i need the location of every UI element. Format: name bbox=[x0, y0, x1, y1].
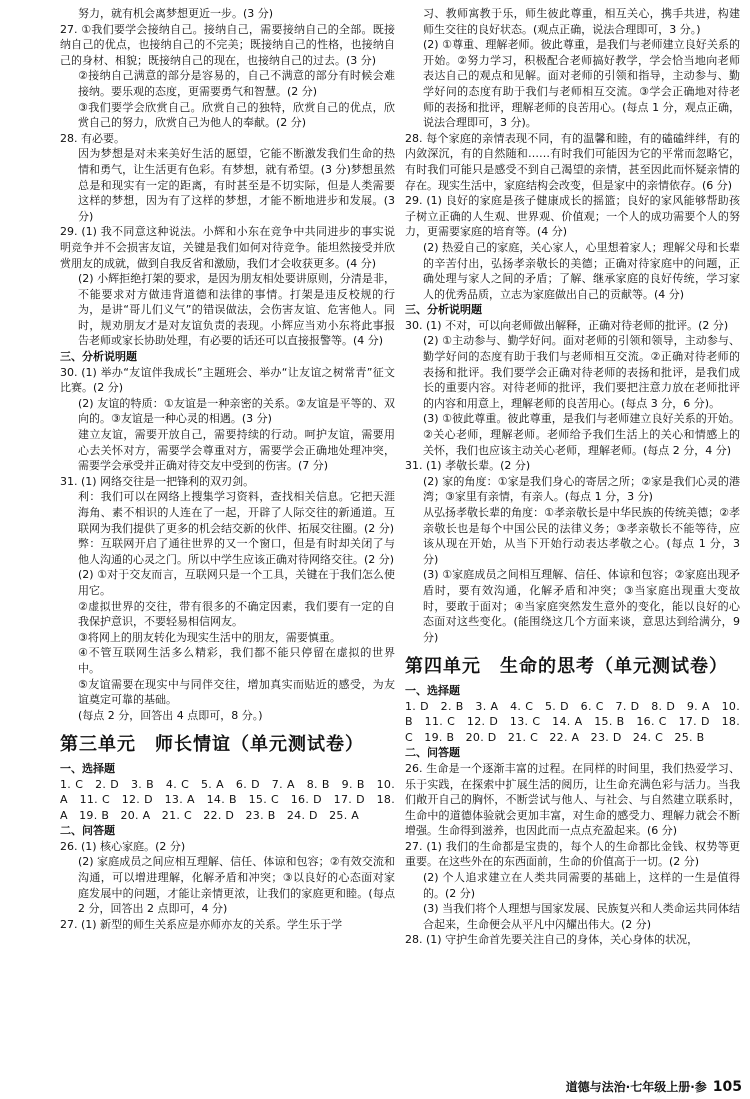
answer-paragraph: 从弘扬孝敬长辈的角度：①孝亲敬长是中华民族的传统美德；②孝亲敬长也是每个中国公民的法律义务；③孝亲敬长不能等待，应该从现在开始，从当下开始行动表达孝敬之心。(每点 1 分，3 分) bbox=[423, 506, 740, 566]
answer-paragraph: (2) 友谊的特质：①友谊是一种亲密的关系。②友谊是平等的、双向的。③友谊是一种心灵的相遇。(3 分) bbox=[78, 396, 395, 426]
unit3-title: 第三单元 师长情谊（单元测试卷） bbox=[60, 734, 364, 756]
answer-paragraph: 习、教师寓教于乐，师生彼此尊重，相互关心，携手共进，构建师生交往的良好状态。(观点正确，说法合理即可，3 分。) bbox=[423, 7, 740, 36]
answer-paragraph: 29. (1) 我不同意这种说法。小辉和小东在竞争中共同进步的事实说明竞争并不会损害友谊，关键是我们如何对待竞争。能坦然接受并欣赏朋友的成就，做到自我反省和激励，我们才会收获更多。(4 分) bbox=[60, 225, 395, 270]
answer-paragraph: (3) 当我们将个人理想与国家发展、民族复兴和人类命运共同体结合起来，生命便会从平凡中闪耀出伟大。(2 分) bbox=[423, 902, 740, 931]
answer-paragraph: 27. (1) 我们的生命都是宝贵的，每个人的生命都比金钱、权势等更重要。在这些外在的东西面前，生命的价值高于一切。(2 分) bbox=[405, 839, 740, 869]
answer-paragraph: 28. (1) 守护生命首先要关注自己的身体，关心身体的状况， bbox=[405, 933, 699, 947]
unit4-paragraphs bbox=[405, 683, 740, 948]
unit4-title: 第四单元 生命的思考（单元测试卷） bbox=[405, 656, 728, 678]
section-heading: 二、问答题 bbox=[405, 746, 460, 760]
answer-paragraph: (2) 小辉拒绝打架的要求，是因为朋友相处要讲原则，分清是非，不能要求对方做违背道德和法律的事情。打架是违反校规的行为，是讲“哥儿们义气”的错误做法，会伤害友谊、危害他人。同时，规劝朋友才是对友谊负责的表现。小辉应当劝小东将此事报告老师或家长协助处理，有必要的话还可以直接报警等。(4 分) bbox=[78, 272, 395, 348]
answer-paragraph: 利：我们可以在网络上搜集学习资料，查找相关信息。它把天涯海角、素不相识的人连在了一起，开辟了人际交往的新通道。互联网为我们提供了更多的机会结交新的伙伴、拓展交往圈。(2 分) bbox=[78, 490, 395, 535]
answer-paragraph: 因为梦想是对未来美好生活的愿望，它能不断激发我们生命的热情和勇气，让生活更有色彩。有梦想，就有希望。(3 分)梦想虽然总是和现实有一定的距离，有时甚至是不切实际，但是人类需要这样的梦想，因为有了这样的梦想，才能不断地进步和发展。(3 分) bbox=[78, 147, 395, 223]
answer-paragraph: ③将网上的朋友转化为现实生活中的朋友，需要慎重。 bbox=[78, 630, 341, 644]
page-number: 105 bbox=[712, 1078, 742, 1095]
answer-paragraph: ②接纳自己满意的部分是容易的，自己不满意的部分有时候会难接纳。要乐观的态度，更需要勇气和智慧。(2 分) bbox=[78, 69, 395, 98]
answer-paragraph: (3) ①彼此尊重。彼此尊重，是我们与老师建立良好关系的开始。②关心老师，理解老师。老师给予我们生活上的关心和情感上的关怀，我们也应该主动关心老师，理解老师。(每点 2 分，4 分) bbox=[423, 412, 740, 457]
answer-paragraph: 31. (1) 网络交往是一把锋利的双刃剑。 bbox=[60, 474, 255, 488]
answer-paragraph: (2) 热爱自己的家庭，关心家人，心里想着家人；理解父母和长辈的辛苦付出，弘扬孝亲敬长的美德；正确对待家庭中的问题，正确处理与家人之间的矛盾；了解、继承家庭的良好传统，学习家人的优秀品质，立志为家庭做出自己的贡献等。(4 分) bbox=[423, 240, 740, 301]
page-footer bbox=[566, 1078, 742, 1095]
two-column-body bbox=[60, 6, 742, 948]
section-heading: 三、分析说明题 bbox=[405, 303, 482, 317]
answer-paragraph: ③我们要学会欣赏自己。欣赏自己的独特，欣赏自己的优点，欣赏自己的努力，欣赏自己为他人的奉献。(2 分) bbox=[78, 100, 395, 130]
answer-paragraph: 26. (1) 核心家庭。(2 分) bbox=[60, 839, 186, 853]
answer-paragraph: 30. (1) 不对，可以向老师做出解释，正确对待老师的批评。(2 分) bbox=[405, 318, 729, 332]
answer-paragraph: 27. (1) 新型的师生关系应是亦师亦友的关系。学生乐于学 bbox=[60, 917, 343, 931]
answer-paragraph: 29. (1) 良好的家庭是孩子健康成长的摇篮；良好的家风能够帮助孩子树立正确的人生观、世界观、价值观；一个人的成功需要个人的努力，更需要家庭的培育等。(4 分) bbox=[405, 194, 740, 239]
right-column bbox=[405, 6, 740, 948]
section-heading: 三、分析说明题 bbox=[60, 350, 137, 364]
answer-paragraph: (2) ①对于交友而言，互联网只是一个工具，关键在于我们怎么使用它。 bbox=[78, 568, 395, 597]
answer-paragraph: 1. C 2. D 3. B 4. C 5. A 6. D 7. A 8. B 9. B 10. A 11. C 12. D 13. A 14. B 15. C 16. D 17. D 18. A 19. B 20. A 21. C 22. D 23. B 24. D 25. A bbox=[60, 777, 395, 822]
answer-paragraph: 1. D 2. B 3. A 4. C 5. D 6. C 7. D 8. D 9. A 10. B 11. C 12. D 13. C 14. A 15. B 16. C 17. D 18. C 19. B 20. D 21. C 22. A 23. D 24. C 25. B bbox=[405, 699, 740, 744]
left-column bbox=[60, 6, 395, 948]
answer-paragraph: 弊：互联网开启了通往世界的又一个窗口，但是有时却关闭了与他人沟通的心灵之门。所以中学生应该正确对待网络交往。(2 分) bbox=[78, 537, 395, 566]
right-paragraphs bbox=[405, 6, 740, 645]
section-heading: 一、选择题 bbox=[60, 761, 115, 775]
answer-paragraph: 28. 每个家庭的亲情表现不同，有的温馨和睦，有的磕磕绊绊，有的内敛深沉，有的自然随和……有时我们可能因为它的平常而忽略它，有时我们可能只是感受不到自己渴望的亲情，甚至因此而怀疑亲情的存在。现实生活中，家庭结构会改变，但是家中的亲情依存。(6 分) bbox=[405, 131, 740, 192]
answer-paragraph: (3) ①家庭成员之间相互理解、信任、体谅和包容；②家庭出现矛盾时，要有效沟通，化解矛盾和冲突；③当家庭出现重大变故时，要敢于面对；④当家庭突然发生意外的变化，能以良好的心态面对这些变化。(能围绕这几个方面来谈，意思达到给满分，9 分) bbox=[423, 568, 740, 644]
answer-paragraph: (2) 家的角度：①家是我们身心的寄居之所；②家是我们心灵的港湾；③家里有亲情，有亲人。(每点 1 分，3 分) bbox=[423, 474, 740, 504]
section-heading: 一、选择题 bbox=[405, 683, 460, 697]
answer-paragraph: 31. (1) 孝敬长辈。(2 分) bbox=[405, 459, 531, 473]
answer-paragraph: ②虚拟世界的交往，带有很多的不确定因素，我们要有一定的自我保护意识，不要轻易相信网友。 bbox=[78, 599, 395, 629]
answer-paragraph: ⑤友谊需要在现实中与同伴交往，增加真实而贴近的感受，为友谊奠定可靠的基础。 bbox=[78, 677, 395, 707]
answer-paragraph: ④不管互联网生活多么精彩，我们都不能只停留在虚拟的世界中。 bbox=[78, 646, 395, 675]
answer-paragraph: (2) 个人追求建立在人类共同需要的基础上，这样的一生是值得的。(2 分) bbox=[423, 871, 740, 900]
answer-paragraph: 建立友谊，需要开放自己，需要持续的行动。呵护友谊，需要用心去关怀对方，需要学会尊重对方，需要学会正确地处理冲突，需要学会承受并正确对待交友中受到的伤害。(7 分) bbox=[78, 428, 395, 473]
answer-paragraph: 26. 生命是一个逐渐丰富的过程。在同样的时间里，我们热爱学习、乐于实践，在探索中扩展生活的阅历，让生命充满色彩与活力。当我们敞开自己的胸怀，不断尝试与他人、与社会、与自然建立联系时，生命中的道德体验就会更加丰富，对生命的感受力、理解力就会不断增强。生命得到滋养，也因此而一点点充盈起来。(6 分) bbox=[405, 761, 740, 838]
series-label: 道德与法治·七年级上册·参 bbox=[565, 1080, 707, 1094]
answer-paragraph: (2) 家庭成员之间应相互理解、信任、体谅和包容；②有效交流和沟通，可以增进理解，化解矛盾和冲突；③以良好的心态面对家庭发展中的问题，才能让亲情更浓，让我们的家庭更和睦。(每点 2 分，回答出 2 点即可，4 分) bbox=[78, 855, 395, 916]
unit3-paragraphs bbox=[60, 761, 395, 933]
section-heading: 二、问答题 bbox=[60, 824, 115, 838]
answer-paragraph: (2) ①尊重、理解老师。彼此尊重，是我们与老师建立良好关系的开始。②努力学习，积极配合老师搞好教学，学会恰当地向老师表达自己的观点和见解。面对老师的引领和指导，主动参与、勤学好问的态度有助于我们与老师相互交流。③学会正确地对待老师的表扬和批评，理解老师的良苦用心。(每点 1 分，观点正确，说法合理即可，3 分)。 bbox=[423, 38, 740, 130]
answer-paragraph: (2) ①主动参与、勤学好问。面对老师的引领和领导，主动参与、勤学好问的态度有助于我们与老师相互交流。②正确对待老师的表扬和批评。我们要学会正确对待老师的表扬和批评，是我们成长的重要内容。对待老师的批评，我们要把注意力放在老师批评的内容和用意上，理解老师的良苦用心。(每点 3 分，6 分)。 bbox=[423, 334, 740, 410]
answer-paragraph: 28. 有必要。 bbox=[60, 131, 125, 145]
answer-paragraph: 27. ①我们要学会接纳自己。接纳自己，需要接纳自己的全部。既接纳自己的优点，也接纳自己的不完美；既接纳自己的性格，也接纳自己的身材、相貌；既接纳自己的现在，也接纳自己的过去。(3 分) bbox=[60, 22, 395, 67]
answer-paragraph: 30. (1) 举办“友谊伴我成长”主题班会、举办“让友谊之树常青”征文比赛。(2 分) bbox=[60, 365, 395, 395]
answer-paragraph: (每点 2 分，回答出 4 点即可，8 分。) bbox=[78, 708, 263, 722]
answer-paragraph: 努力，就有机会离梦想更近一步。(3 分) bbox=[78, 7, 274, 20]
left-paragraphs bbox=[60, 6, 395, 723]
